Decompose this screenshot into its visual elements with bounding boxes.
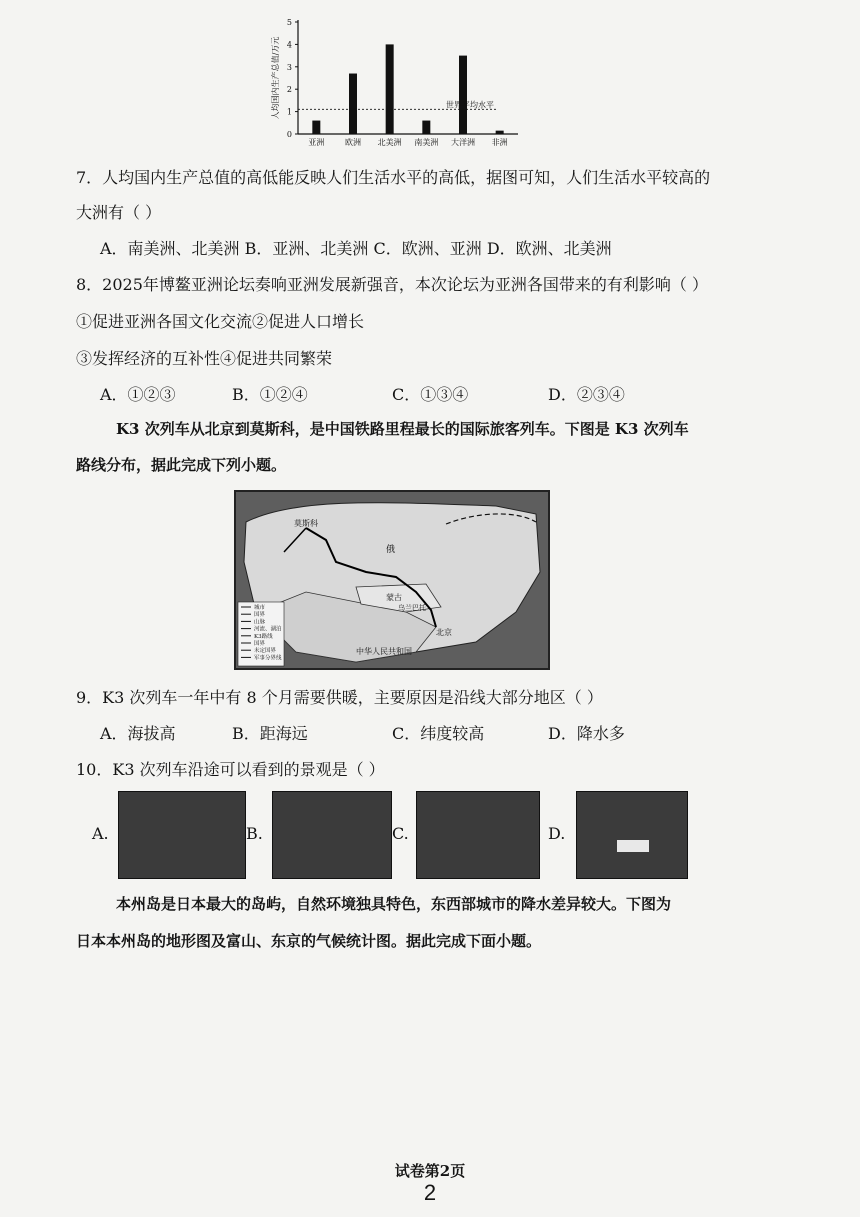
- chart-svg: [268, 14, 528, 154]
- map-label-russia: 俄: [386, 545, 396, 555]
- q10-image-d-highlight: [617, 840, 649, 852]
- bar: [312, 121, 320, 134]
- q10-label-c: C.: [392, 824, 409, 843]
- x-tick-label: 非洲: [491, 138, 508, 147]
- map-legend-label: 国界: [254, 612, 266, 619]
- map-label-china: 中华人民共和国: [356, 647, 412, 656]
- q10-label-b: B.: [246, 824, 263, 843]
- k3-intro-line1: K3 次列车从北京到莫斯科，是中国铁路里程最长的国际旅客列车。下图是 K3 次列车: [116, 420, 689, 438]
- q9-option-c: C．纬度较高: [392, 724, 485, 743]
- x-tick-label: 大洋洲: [451, 138, 475, 147]
- q9-option-a: A．海拔高: [100, 724, 176, 743]
- q8-option-d: D．②③④: [548, 385, 625, 404]
- x-tick-label: 欧洲: [345, 138, 361, 147]
- gdp-per-capita-chart: [268, 14, 528, 154]
- map-legend-label: 军事分界线: [254, 655, 282, 662]
- q10-image-b: [272, 791, 392, 879]
- q10-stem: 10．K3 次列车沿途可以看到的景观是（ ）: [76, 760, 385, 779]
- honshu-intro-line1: 本州岛是日本最大的岛屿，自然环境独具特色，东西部城市的降水差异较大。下图为: [116, 895, 672, 913]
- q9-stem: 9．K3 次列车一年中有 8 个月需要供暖，主要原因是沿线大部分地区（ ）: [76, 688, 603, 707]
- page-footer: 试卷第2页: [394, 1162, 466, 1180]
- x-tick-label: 亚洲: [308, 138, 325, 147]
- y-tick-label: 0: [286, 130, 292, 139]
- q10-image-c: [416, 791, 540, 879]
- bar: [349, 74, 357, 134]
- q7-options: A．南美洲、北美洲 B．亚洲、北美洲 C．欧洲、亚洲 D．欧洲、北美洲: [100, 239, 612, 258]
- y-tick-label: 3: [286, 62, 292, 72]
- bar: [422, 121, 430, 134]
- q10-label-a: A.: [92, 824, 109, 843]
- q9-option-d: D．降水多: [548, 724, 625, 743]
- map-label-ulaanbaatar: 乌兰巴托: [398, 604, 426, 612]
- map-legend-label: 未定国界: [254, 648, 277, 655]
- q8-statements-2: ③发挥经济的互补性④促进共同繁荣: [76, 349, 333, 368]
- map-label-mongolia: 蒙古: [386, 593, 402, 602]
- q9-option-b: B．距海远: [232, 724, 308, 743]
- y-axis-label: 人均国内生产总值/万元: [271, 36, 280, 120]
- x-tick-label: 北美洲: [377, 138, 402, 147]
- y-tick-label: 2: [286, 85, 292, 95]
- map-svg: [236, 492, 548, 668]
- q10-label-d: D.: [548, 824, 566, 843]
- honshu-intro-line2: 日本本州岛的地形图及富山、东京的气候统计图。据此完成下面小题。: [76, 932, 542, 950]
- page-number: 2: [423, 1180, 437, 1205]
- map-legend-label: 山脉: [254, 619, 266, 626]
- map-legend-label: 国界: [254, 641, 266, 647]
- k3-route-map: [234, 490, 550, 670]
- map-legend-label: 河流、湖泊: [254, 626, 282, 633]
- q8-option-a: A．①②③: [100, 385, 176, 404]
- map-legend-label: K3路线: [254, 633, 273, 640]
- y-tick-label: 4: [286, 40, 292, 50]
- q7-stem-cont: 大洲有（ ）: [76, 203, 162, 222]
- map-label-beijing: 北京: [436, 628, 452, 637]
- k3-intro-line2: 路线分布，据此完成下列小题。: [76, 456, 287, 474]
- q8-option-c: C．①③④: [392, 385, 469, 404]
- reference-line-label: 世界平均水平: [446, 100, 494, 110]
- map-legend-label: 城市: [254, 605, 266, 611]
- q8-statements-1: ①促进亚洲各国文化交流②促进人口增长: [76, 312, 365, 331]
- x-tick-label: 南美洲: [414, 138, 439, 147]
- y-tick-label: 5: [286, 18, 292, 27]
- map-label-moscow: 莫斯科: [294, 519, 318, 528]
- q10-image-a: [118, 791, 246, 879]
- q10-image-d: [576, 791, 688, 879]
- y-tick-label: 1: [286, 107, 292, 117]
- q8-option-b: B．①②④: [232, 385, 308, 404]
- bar: [496, 131, 504, 134]
- bar: [386, 44, 394, 134]
- bar: [459, 56, 467, 134]
- q8-stem: 8．2025年博鳌亚洲论坛奏响亚洲发展新强音，本次论坛为亚洲各国带来的有利影响（ ）: [76, 275, 708, 294]
- q7-stem: 7．人均国内生产总值的高低能反映人们生活水平的高低，据图可知，人们生活水平较高的: [76, 168, 711, 187]
